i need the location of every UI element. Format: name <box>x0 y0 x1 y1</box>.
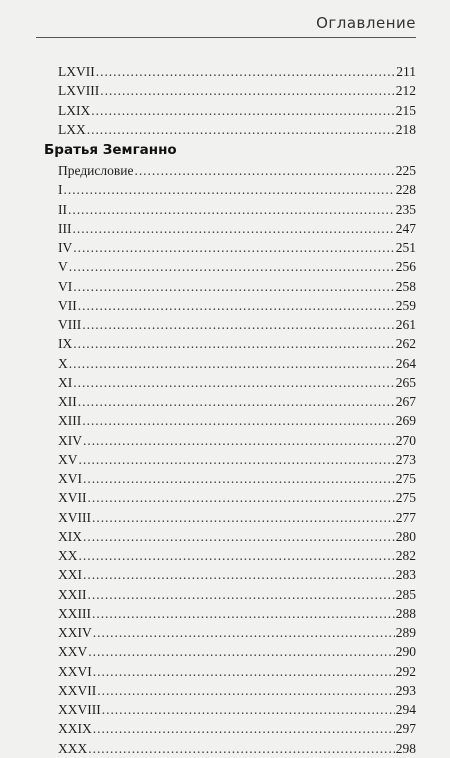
toc-entry-label: IV <box>58 240 73 255</box>
dot-leader <box>102 700 395 719</box>
dot-leader <box>83 527 395 546</box>
toc-entry <box>44 120 416 139</box>
dot-leader <box>92 508 395 527</box>
toc-entry-page-number: 298 <box>395 740 416 756</box>
toc-entry-page-number: 265 <box>395 374 416 390</box>
toc-entry <box>44 642 416 661</box>
toc-entry-page-number: 275 <box>395 490 416 506</box>
toc-entry-page-number: 297 <box>395 721 416 737</box>
toc-entry-label: IX <box>58 336 73 352</box>
header-rule <box>36 37 416 38</box>
toc-entry <box>44 180 416 199</box>
dot-leader <box>73 373 395 392</box>
toc-entry <box>44 585 416 604</box>
toc-entry-page-number: 285 <box>395 586 416 602</box>
toc-entry <box>44 469 416 488</box>
section-title: Братья Земганно <box>44 142 177 158</box>
toc-entry <box>44 719 416 738</box>
toc-entry <box>44 354 416 373</box>
toc-entry <box>44 488 416 507</box>
toc-entry-page-number: 247 <box>395 220 416 236</box>
toc-entry <box>44 81 416 100</box>
dot-leader <box>82 411 395 430</box>
toc-entry-label: LXX <box>58 121 86 137</box>
toc-entry-page-number: 292 <box>395 663 416 679</box>
toc-entry-label: XVII <box>58 490 87 506</box>
dot-leader <box>73 219 395 238</box>
toc-entry <box>44 238 416 257</box>
toc-entry <box>44 257 416 276</box>
toc-entry-page-number: 275 <box>395 471 416 486</box>
toc-entry <box>44 277 416 296</box>
dot-leader <box>93 623 395 642</box>
toc-entry-label: XXV <box>58 644 88 660</box>
dot-leader <box>88 488 395 507</box>
dot-leader <box>92 604 395 623</box>
dot-leader <box>64 180 395 199</box>
toc-entry-label: LXIX <box>58 102 91 118</box>
toc-entry-label: XVIII <box>58 509 91 525</box>
toc-entry <box>44 565 416 584</box>
table-of-contents <box>44 62 416 758</box>
toc-entry-label: Предисловие <box>58 163 134 178</box>
toc-entry-label: XXII <box>58 586 87 602</box>
toc-entry-label: XXIX <box>58 721 92 737</box>
dot-leader <box>79 450 395 469</box>
toc-entry-label: XXIII <box>58 605 91 621</box>
toc-entry-page-number: 251 <box>395 240 416 255</box>
toc-entry <box>44 219 416 238</box>
toc-entry-page-number: 258 <box>395 278 416 294</box>
toc-entry <box>44 101 416 120</box>
dot-leader <box>69 354 395 373</box>
toc-entry-label: XII <box>58 394 77 409</box>
dot-leader <box>73 238 395 257</box>
dot-leader <box>83 469 395 488</box>
dot-leader <box>83 565 395 584</box>
dot-leader <box>97 681 395 700</box>
toc-entry-page-number: 215 <box>395 102 416 118</box>
dot-leader <box>88 585 395 604</box>
toc-entry <box>44 604 416 623</box>
toc-entry <box>44 450 416 469</box>
toc-entry-page-number: 228 <box>395 182 416 198</box>
toc-entry-page-number: 261 <box>395 317 416 332</box>
toc-entry-page-number: 273 <box>395 451 416 467</box>
dot-leader <box>83 431 395 450</box>
dot-leader <box>134 161 394 180</box>
toc-entry-label: XXI <box>58 567 82 583</box>
toc-entry <box>44 662 416 681</box>
toc-entry <box>44 546 416 565</box>
toc-entry-page-number: 262 <box>395 336 416 352</box>
section-entries <box>44 161 416 758</box>
toc-entry <box>44 681 416 700</box>
toc-entry-page-number: 280 <box>395 528 416 544</box>
dot-leader <box>88 642 395 661</box>
toc-entry <box>44 392 416 411</box>
toc-entry-page-number: 294 <box>395 702 416 717</box>
toc-entry-label: X <box>58 355 68 371</box>
toc-entry-page-number: 235 <box>395 201 416 217</box>
toc-entry <box>44 700 416 719</box>
dot-leader <box>88 739 395 758</box>
dot-leader <box>78 296 395 315</box>
toc-entry-label: XX <box>58 548 78 563</box>
toc-entry-label: XXVI <box>58 663 92 679</box>
dot-leader <box>87 120 395 139</box>
toc-entry <box>44 411 416 430</box>
toc-entry-page-number: 267 <box>395 394 416 409</box>
dot-leader <box>82 315 395 334</box>
toc-entry <box>44 739 416 758</box>
toc-entry <box>44 508 416 527</box>
toc-entry-label: VI <box>58 278 73 294</box>
toc-entry-page-number: 289 <box>395 625 416 640</box>
dot-leader <box>73 277 395 296</box>
toc-entry-label: VII <box>58 297 77 313</box>
toc-entry-label: LXVII <box>58 64 95 79</box>
toc-entry <box>44 527 416 546</box>
dot-leader <box>79 546 395 565</box>
toc-entry-page-number: 270 <box>395 432 416 448</box>
dot-leader <box>68 200 395 219</box>
dot-leader <box>91 101 395 120</box>
toc-entry-label: XXIV <box>58 625 92 640</box>
toc-entry-page-number: 211 <box>396 64 416 79</box>
toc-entry-label: V <box>58 259 68 275</box>
toc-entry-label: XI <box>58 374 73 390</box>
toc-entry-page-number: 264 <box>395 355 416 371</box>
dot-leader <box>93 662 395 681</box>
toc-entry-label: III <box>58 220 72 236</box>
toc-entry-label: II <box>58 201 67 217</box>
dot-leader <box>69 257 395 276</box>
dot-leader <box>96 62 395 81</box>
toc-entry-label: XIX <box>58 528 82 544</box>
toc-entry-page-number: 218 <box>395 121 416 137</box>
dot-leader <box>73 334 395 353</box>
toc-entry-page-number: 293 <box>395 682 416 698</box>
dot-leader <box>78 392 395 411</box>
toc-entry <box>44 623 416 642</box>
toc-entry <box>44 161 416 180</box>
toc-entry-page-number: 282 <box>395 548 416 563</box>
toc-entry <box>44 62 416 81</box>
dot-leader <box>93 719 395 738</box>
previous-section-entries <box>44 62 416 139</box>
toc-entry <box>44 315 416 334</box>
toc-entry-label: XV <box>58 451 78 467</box>
toc-entry-page-number: 277 <box>395 509 416 525</box>
toc-entry <box>44 296 416 315</box>
toc-entry-page-number: 269 <box>395 413 416 429</box>
toc-entry-page-number: 225 <box>395 163 416 178</box>
toc-entry <box>44 431 416 450</box>
toc-entry-label: I <box>58 182 63 198</box>
dot-leader <box>100 81 395 100</box>
toc-entry <box>44 373 416 392</box>
toc-entry-label: LXVIII <box>58 83 100 99</box>
toc-entry-label: XXVII <box>58 682 97 698</box>
toc-entry-label: XIII <box>58 413 82 429</box>
toc-entry-page-number: 290 <box>395 644 416 660</box>
toc-entry-label: XVI <box>58 471 82 486</box>
toc-entry-label: XXVIII <box>58 702 101 717</box>
running-header: Оглавление <box>316 14 416 32</box>
toc-entry-label: XXX <box>58 740 88 756</box>
toc-entry <box>44 200 416 219</box>
toc-entry-page-number: 288 <box>395 605 416 621</box>
toc-entry-page-number: 212 <box>395 83 416 99</box>
toc-entry-label: VIII <box>58 317 82 332</box>
toc-entry-label: XIV <box>58 432 82 448</box>
toc-entry-page-number: 283 <box>395 567 416 583</box>
toc-entry-page-number: 256 <box>395 259 416 275</box>
toc-entry <box>44 334 416 353</box>
toc-entry-page-number: 259 <box>395 297 416 313</box>
